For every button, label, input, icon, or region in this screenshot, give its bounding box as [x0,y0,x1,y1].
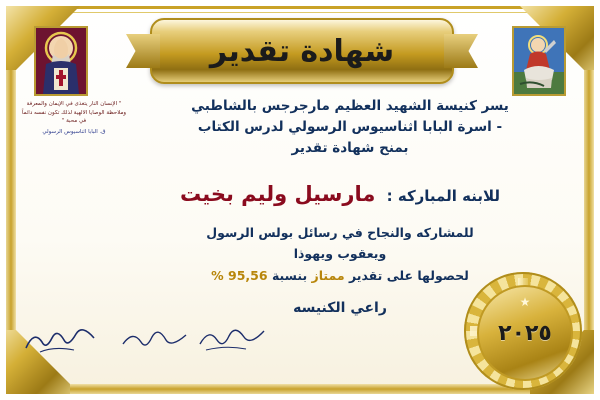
percent-value: 95,56 % [211,267,268,283]
side-bar-left [6,70,16,330]
saint-quote-block [18,100,130,136]
signature-stroke-3 [196,322,268,354]
intro-line-1: يسر كنيسة الشهيد العظيم مارجرجس بالشاطبي [191,98,509,114]
certificate-intro [140,96,560,159]
seal-star-icon: ★ [519,295,531,309]
reason-line-2: ويعقوب ويهوذا [293,246,387,262]
gold-seal-icon [464,272,582,390]
signature-handwritten-1 [22,322,100,360]
reason-line-1: للمشاركه والنجاح في رسائل بولس الرسول [206,225,474,240]
saint-george-illustration [514,28,564,94]
side-bar-bottom [70,384,530,394]
recipient-name: مارسيل وليم بخيت [180,182,376,206]
seal-year: ٢٠٢٥ [498,320,552,346]
result-middle: بنسبة [271,267,308,283]
title-banner [150,18,454,84]
certificate-title: شهادة تقدير [209,33,395,69]
pastor-label: راعي الكنيسه [293,300,387,316]
signature-handwritten-3 [196,322,268,358]
saint-george-icon [512,26,566,96]
intro-line-2: - اسرة البابا اثناسيوس الرسولي لدرس الكتاب [197,118,503,135]
side-bar-right [584,70,594,330]
saint-athanasius-illustration [36,28,86,94]
recipient-row [140,182,540,206]
recipient-label: للابنه المباركه : [386,187,500,205]
seal-inner [477,285,573,381]
saint-quote-text: " الإنسان النار يتغذى في الإيمان والمعرفة وملاحظة الوصايا الالهية لذلك تكون نفسه دائماً في محبة " [21,101,127,125]
saint-athanasius-icon [34,26,88,96]
intro-line-3: بمنح شهادة تقدير [291,139,409,156]
signature-stroke-1 [22,322,100,356]
saint-quote-source: ق. البابا اثناسيوس الرسولي [42,128,106,135]
grade-value: ممتاز [311,267,345,283]
signature-handwritten-2 [120,324,190,358]
result-prefix: لحصولها على تقدير [348,267,469,283]
signature-stroke-2 [120,324,190,354]
